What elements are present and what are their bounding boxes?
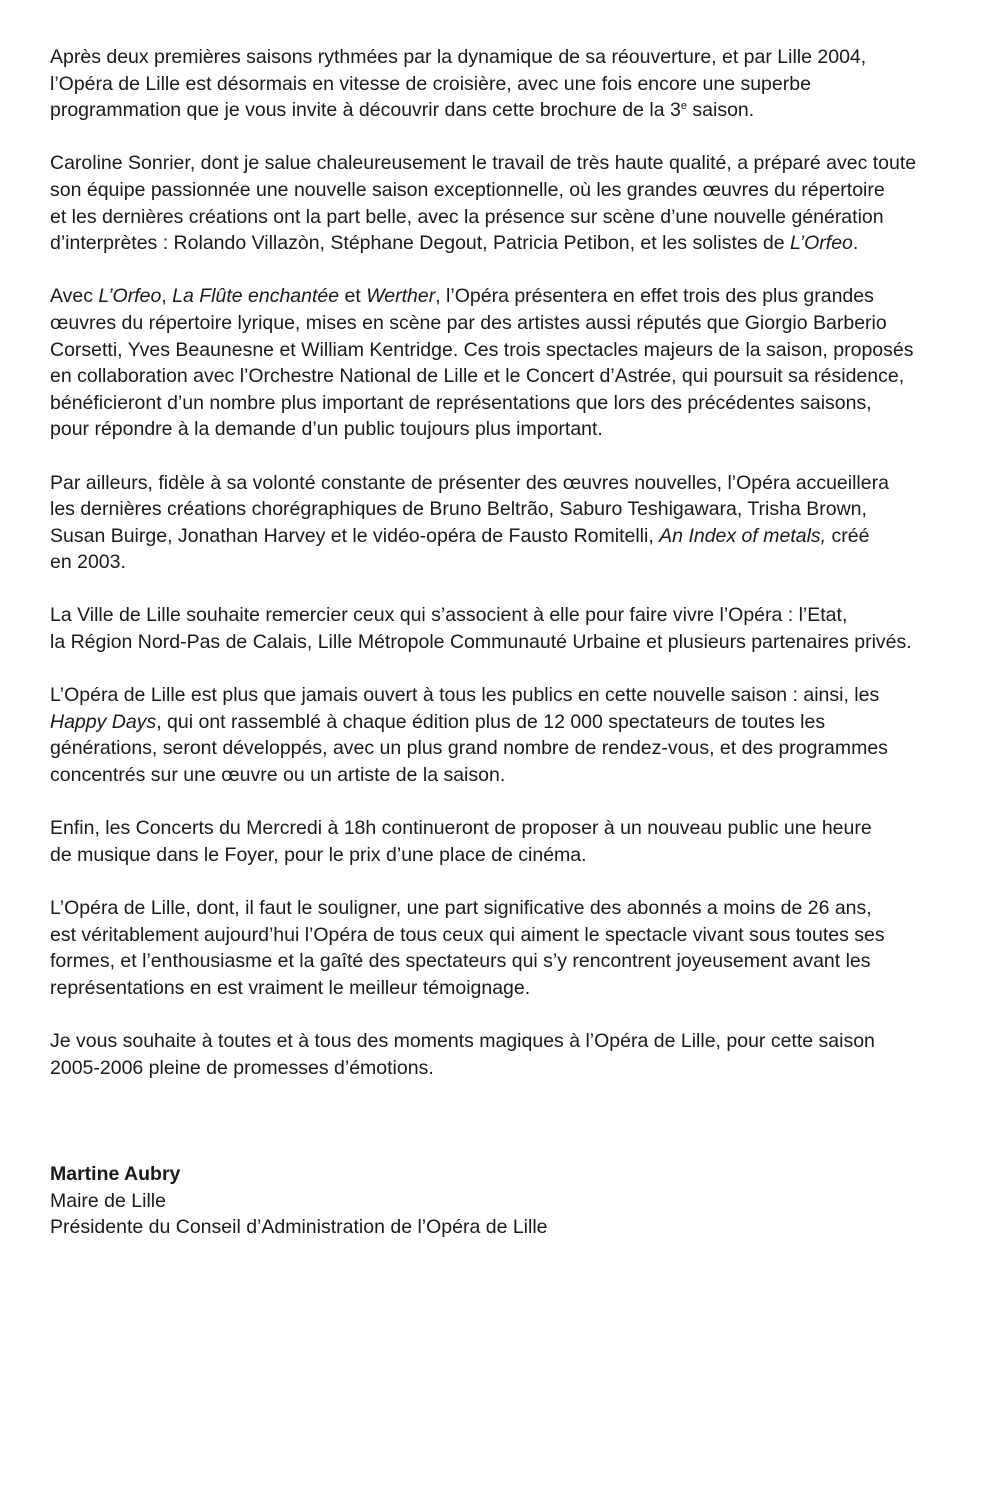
paragraph-1 [50,44,980,124]
text-line: Corsetti, Yves Beaunesne et William Kentridge. Ces trois spectacles majeurs de la saison, proposés [50,338,914,361]
text-line: Enfin, les Concerts du Mercredi à 18h continueront de proposer à un nouveau public une heure [50,817,872,840]
text-line: est véritablement aujourd’hui l’Opéra de tous ceux qui aiment le spectacle vivant sous toutes ses [50,923,885,946]
text-line [50,97,980,124]
paragraph-2 [50,150,980,256]
text-line: concentrés sur une œuvre ou un artiste de la saison. [50,764,506,787]
text-line [50,709,980,736]
paragraph-7 [50,815,980,868]
work-title: Werther [366,285,436,308]
text-segment: créé [826,524,870,547]
signature-block [50,1161,980,1241]
text-segment: saison. [686,99,755,122]
event-title: Happy Days [50,710,157,733]
text-line: représentations en est vraiment le meilleur témoignage. [50,976,531,999]
ordinal-superscript: e [680,100,687,113]
text-line: Après deux premières saisons rythmées par la dynamique de sa réouverture, et par Lille 2004, [50,46,867,68]
text-line: Je vous souhaite à toutes et à tous des moments magiques à l’Opéra de Lille, pour cette saison [50,1029,875,1052]
text-line: 2005-2006 pleine de promesses d’émotions. [50,1056,434,1079]
text-line: L’Opéra de Lille, dont, il faut le souligner, une part significative des abonnés a moins de 26 ans, [50,897,872,919]
text-segment: et [339,285,367,308]
paragraph-4 [50,470,980,576]
text-segment: Avec [50,285,99,308]
text-line [50,283,980,310]
text-line: œuvres du répertoire lyrique, mises en scène par des artistes aussi réputés que Giorgio Barberio [50,311,887,334]
signatory-name: Martine Aubry [50,1163,181,1186]
text-line: de musique dans le Foyer, pour le prix d’une place de cinéma. [50,843,587,866]
paragraph-9 [50,1028,980,1081]
text-segment: . [852,232,859,255]
signatory-title: Maire de Lille [50,1189,166,1212]
text-line [50,523,980,550]
text-segment: , qui ont rassemblé à chaque édition plus de 12 000 spectateurs de toutes les [156,710,826,733]
text-line: l’Opéra de Lille est désormais en vitesse de croisière, avec une fois encore une superbe [50,72,811,95]
text-line [50,230,980,257]
text-segment: , l’Opéra présentera en effet trois des plus grandes [435,285,874,308]
text-segment: programmation que je vous invite à découvrir dans cette brochure de la 3 [50,99,681,122]
text-line: et les dernières créations ont la part belle, avec la présence sur scène d’une nouvelle génération [50,205,884,228]
work-title: An Index of metals, [659,524,827,547]
text-line: son équipe passionnée une nouvelle saison exceptionnelle, où les grandes œuvres du répertoire [50,178,885,201]
text-line: pour répondre à la demande d’un public toujours plus important. [50,418,603,441]
work-title: L’Orfeo [790,232,853,255]
text-line: générations, seront développés, avec un plus grand nombre de rendez-vous, et des programmes [50,737,888,760]
text-line: bénéficieront d’un nombre plus important de représentations que lors des précédentes saisons, [50,391,872,414]
paragraph-5 [50,602,980,655]
paragraph-8 [50,895,980,1001]
signatory-title: Présidente du Conseil d’Administration de l’Opéra de Lille [50,1216,548,1239]
text-line: formes, et l’enthousiasme et la gaîté des spectateurs qui s’y rencontrent joyeusement avant les [50,950,871,973]
work-title: L’Orfeo [98,285,162,308]
paragraph-6 [50,682,980,788]
letter-page [50,44,980,1241]
work-title: La Flûte enchantée [172,285,340,308]
text-line: en 2003. [50,551,126,574]
text-line: La Ville de Lille souhaite remercier ceux qui s’associent à elle pour faire vivre l’Opéra : l’Etat, [50,604,848,627]
text-segment: d’interprètes : Rolando Villazòn, Stéphane Degout, Patricia Petibon, et les solistes de [50,232,791,255]
text-line: la Région Nord-Pas de Calais, Lille Métropole Communauté Urbaine et plusieurs partenaires privés. [50,631,912,654]
paragraph-3 [50,283,980,443]
text-segment: Susan Buirge, Jonathan Harvey et le vidéo-opéra de Fausto Romitelli, [50,524,660,547]
text-line: les dernières créations chorégraphiques de Bruno Beltrão, Saburo Teshigawara, Trisha Brown, [50,498,867,521]
text-segment: , [161,285,173,308]
text-line: L’Opéra de Lille est plus que jamais ouvert à tous les publics en cette nouvelle saison : ainsi, les [50,684,880,707]
text-line: Par ailleurs, fidèle à sa volonté constante de présenter des œuvres nouvelles, l’Opéra accueillera [50,471,889,494]
text-line: en collaboration avec l’Orchestre National de Lille et le Concert d’Astrée, qui poursuit sa résidence, [50,365,905,388]
text-line: Caroline Sonrier, dont je salue chaleureusement le travail de très haute qualité, a préparé avec toute [50,152,917,175]
